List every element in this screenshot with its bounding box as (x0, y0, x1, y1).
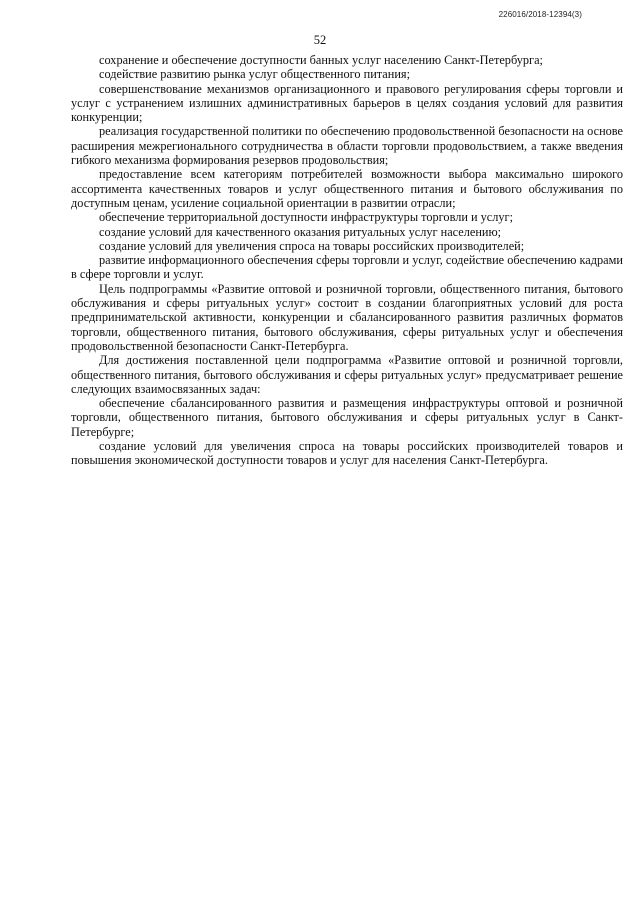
document-registration-number: 226016/2018-12394(3) (498, 10, 582, 19)
paragraph: сохранение и обеспечение доступности банных услуг населению Санкт-Петербурга; (99, 53, 543, 67)
paragraph: обеспечение территориальной доступности инфраструктуры торговли и услуг; (99, 210, 514, 225)
paragraph: совершенствование механизмов организационного и правового регулирования сферы торговли и услуг с устранением излишних административных барьеров в целях создания условий для развития конкуренции; (71, 81, 623, 125)
paragraph: обеспечение сбалансированного развития и размещения инфраструктуры оптовой и розничной торговли, общественного питания, бытового обслуживания и сферы ритуальных услуг в Санкт-Петербурге; (71, 396, 623, 439)
paragraph: Для достижения поставленной цели подпрограмма «Развитие оптовой и розничной торговли, общественного питания, бытового обслуживания и сферы ритуальных услуг» предусматривает решение следующих взаимосвязанных задач: (71, 353, 623, 396)
paragraph: Цель подпрограммы «Развитие оптовой и розничной торговли, общественного питания, бытового обслуживания и сферы ритуальных услуг» состоит в создании благоприятных условий для роста предпринимательской активности, конкуренции и сбалансированного развития различных форматов торговли, общественного питания, бытового обслуживания, сферы ритуальных услуг и обеспечения продовольственной безопасности Санкт-Петербурга. (71, 281, 623, 353)
paragraph: предоставление всем категориям потребителей возможности выбора максимально широкого ассортимента качественных товаров и услуг общественного питания и бытового обслуживания по доступным ценам, усиление социальной ориентации в развитии отрасли; (71, 167, 623, 210)
paragraph: создание условий для увеличения спроса на товары российских производителей; (99, 238, 525, 253)
paragraph: создание условий для увеличения спроса на товары российских производителей товаров и повышения экономической доступности товаров и услуг для населения Санкт-Петербурга. (71, 439, 623, 468)
paragraph: содействие развитию рынка услуг общественного питания; (99, 67, 410, 82)
document-body (71, 53, 623, 468)
paragraph: создание условий для качественного оказания ритуальных услуг населению; (99, 224, 502, 239)
page-number: 52 (313, 33, 327, 47)
paragraph: развитие информационного обеспечения сферы торговли и услуг, содействие обеспечению кадрами в сфере торговли и услуг. (71, 253, 623, 282)
paragraph: реализация государственной политики по обеспечению продовольственной безопасности на основе расширения межрегионального сотрудничества в области торговли продовольствием, а также введения гибкого механизма формирования резервов продовольствия; (71, 124, 623, 168)
